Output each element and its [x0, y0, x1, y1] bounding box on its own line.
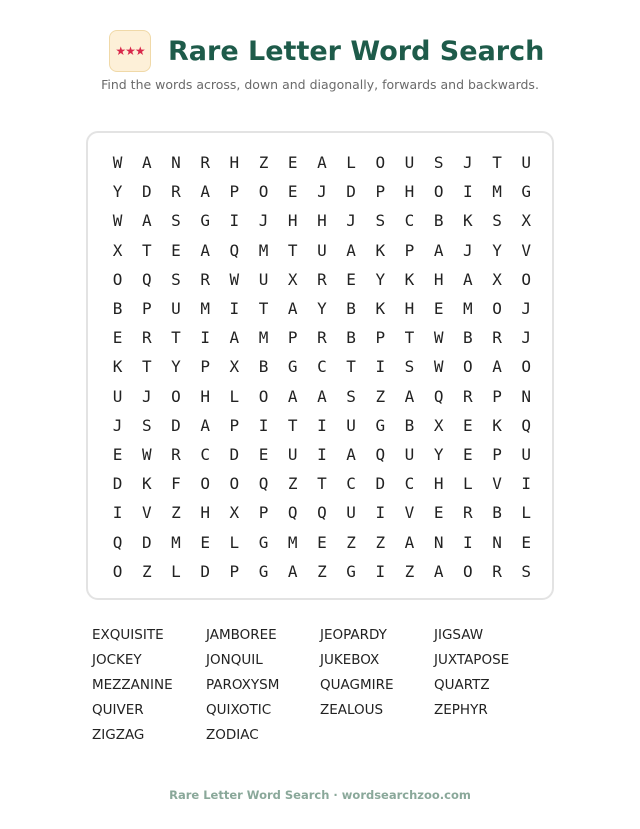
grid-cell[interactable]: A: [492, 357, 502, 377]
grid-cell[interactable]: B: [433, 211, 444, 231]
grid-cell[interactable]: J: [258, 211, 269, 231]
grid-cell[interactable]: R: [492, 328, 502, 348]
grid-cell[interactable]: J: [463, 153, 473, 173]
grid-cell[interactable]: X: [287, 269, 298, 289]
grid-cell[interactable]: I: [200, 328, 210, 348]
grid-cell[interactable]: T: [317, 474, 327, 494]
grid-cell[interactable]: P: [287, 328, 298, 348]
grid-cell[interactable]: P: [200, 357, 210, 377]
grid-cell[interactable]: B: [492, 503, 502, 523]
grid-cell[interactable]: B: [346, 299, 356, 319]
grid-cell[interactable]: T: [287, 240, 298, 260]
grid-cell[interactable]: D: [375, 474, 386, 494]
grid-cell[interactable]: G: [521, 182, 532, 202]
grid-cell[interactable]: W: [433, 328, 444, 348]
grid-cell[interactable]: P: [375, 328, 386, 348]
grid-cell[interactable]: Z: [171, 503, 181, 523]
grid-cell[interactable]: O: [112, 561, 123, 581]
grid-cell[interactable]: V: [492, 474, 502, 494]
grid-cell[interactable]: O: [258, 386, 269, 406]
grid-cell[interactable]: W: [141, 444, 152, 464]
grid-cell[interactable]: Y: [171, 357, 181, 377]
grid-cell[interactable]: U: [346, 415, 356, 435]
grid-cell[interactable]: E: [112, 444, 123, 464]
grid-cell[interactable]: E: [346, 269, 356, 289]
grid-cell[interactable]: T: [404, 328, 415, 348]
grid-cell[interactable]: S: [375, 211, 386, 231]
word-list-item: JEOPARDY: [320, 627, 387, 643]
grid-cell[interactable]: R: [317, 328, 327, 348]
grid-cell[interactable]: F: [171, 474, 181, 494]
grid-cell[interactable]: X: [229, 503, 240, 523]
grid-cell[interactable]: Y: [433, 444, 444, 464]
page-title: Rare Letter Word Search: [168, 36, 545, 67]
grid-cell[interactable]: J: [346, 211, 356, 231]
grid-cell[interactable]: U: [287, 444, 298, 464]
grid-cell[interactable]: E: [112, 328, 123, 348]
grid-cell[interactable]: V: [404, 503, 415, 523]
grid-cell[interactable]: Z: [258, 153, 269, 173]
grid-cell[interactable]: R: [492, 561, 502, 581]
grid-cell[interactable]: Y: [112, 182, 123, 202]
grid-cell[interactable]: A: [404, 386, 415, 406]
grid-cell[interactable]: P: [141, 299, 152, 319]
grid-cell[interactable]: B: [258, 357, 269, 377]
grid-cell[interactable]: S: [346, 386, 356, 406]
grid-cell[interactable]: P: [375, 182, 386, 202]
grid-cell[interactable]: I: [463, 182, 473, 202]
grid-cell[interactable]: S: [141, 415, 152, 435]
grid-cell[interactable]: J: [463, 240, 473, 260]
grid-cell[interactable]: A: [346, 240, 356, 260]
grid-cell[interactable]: H: [404, 299, 415, 319]
grid-cell[interactable]: G: [375, 415, 386, 435]
grid-cell[interactable]: Z: [287, 474, 298, 494]
word-list-item: ZEALOUS: [320, 702, 384, 718]
grid-cell[interactable]: O: [492, 299, 502, 319]
grid-cell[interactable]: T: [141, 240, 152, 260]
grid-cell[interactable]: X: [229, 357, 240, 377]
grid-cell[interactable]: E: [463, 415, 473, 435]
grid-cell[interactable]: I: [521, 474, 532, 494]
grid-cell[interactable]: I: [317, 415, 327, 435]
grid-cell[interactable]: O: [463, 561, 473, 581]
grid-cell[interactable]: R: [171, 182, 181, 202]
grid-cell[interactable]: Y: [492, 240, 502, 260]
word-list-item: QUIXOTIC: [206, 702, 272, 718]
grid-cell[interactable]: A: [229, 328, 240, 348]
grid-cell[interactable]: D: [171, 415, 181, 435]
grid-cell[interactable]: R: [141, 328, 152, 348]
grid-cell[interactable]: I: [375, 561, 386, 581]
grid-cell[interactable]: I: [112, 503, 123, 523]
grid-cell[interactable]: G: [258, 532, 269, 552]
grid-cell[interactable]: D: [141, 532, 152, 552]
instructions-text: Find the words across, down and diagonally, forwards and backwards.: [101, 77, 539, 92]
grid-cell[interactable]: C: [404, 211, 415, 231]
grid-cell[interactable]: D: [112, 474, 123, 494]
grid-cell[interactable]: P: [492, 444, 502, 464]
grid-cell[interactable]: Q: [375, 444, 386, 464]
grid-cell[interactable]: A: [317, 153, 327, 173]
grid-cell[interactable]: O: [521, 269, 532, 289]
grid-cell[interactable]: L: [229, 386, 240, 406]
word-list-item: JIGSAW: [434, 627, 484, 643]
grid-cell[interactable]: A: [200, 182, 210, 202]
grid-cell[interactable]: J: [521, 328, 532, 348]
grid-cell[interactable]: A: [404, 532, 415, 552]
grid-cell[interactable]: Z: [317, 561, 327, 581]
grid-cell[interactable]: A: [433, 561, 444, 581]
grid-cell[interactable]: P: [404, 240, 415, 260]
grid-cell[interactable]: A: [141, 211, 152, 231]
grid-cell[interactable]: T: [346, 357, 356, 377]
grid-cell[interactable]: P: [492, 386, 502, 406]
grid-cell[interactable]: H: [433, 474, 444, 494]
grid-cell[interactable]: R: [171, 444, 181, 464]
grid-cell[interactable]: X: [112, 240, 123, 260]
grid-cell[interactable]: B: [112, 299, 123, 319]
grid-cell[interactable]: H: [200, 503, 210, 523]
grid-cell[interactable]: J: [141, 386, 152, 406]
grid-cell[interactable]: R: [317, 269, 327, 289]
word-list-item: MEZZANINE: [92, 677, 173, 693]
grid-cell[interactable]: Z: [346, 532, 356, 552]
grid-cell[interactable]: J: [317, 182, 327, 202]
grid-cell[interactable]: P: [258, 503, 269, 523]
grid-cell[interactable]: O: [463, 357, 473, 377]
grid-cell[interactable]: I: [375, 357, 386, 377]
word-list: [92, 626, 552, 744]
grid-cell[interactable]: Q: [229, 240, 240, 260]
grid-cell[interactable]: E: [521, 532, 532, 552]
grid-cell[interactable]: C: [200, 444, 210, 464]
grid-cell[interactable]: O: [375, 153, 386, 173]
grid-cell[interactable]: I: [375, 503, 386, 523]
grid-cell[interactable]: V: [141, 503, 152, 523]
grid-cell[interactable]: Q: [287, 503, 298, 523]
grid-cell[interactable]: E: [317, 532, 327, 552]
grid-cell[interactable]: Y: [317, 299, 327, 319]
word-list-item: ZODIAC: [206, 727, 259, 743]
grid-cell[interactable]: O: [171, 386, 181, 406]
grid-cell[interactable]: B: [463, 328, 473, 348]
grid-cell[interactable]: O: [258, 182, 269, 202]
grid-cell[interactable]: W: [229, 269, 240, 289]
grid-cell[interactable]: T: [141, 357, 152, 377]
grid-cell[interactable]: Q: [112, 532, 123, 552]
word-list-item: ZIGZAG: [92, 727, 145, 743]
grid-cell[interactable]: K: [463, 211, 473, 231]
grid-cell[interactable]: O: [200, 474, 210, 494]
grid-cell[interactable]: W: [112, 211, 123, 231]
grid-cell[interactable]: Q: [521, 415, 532, 435]
grid-cell[interactable]: X: [492, 269, 502, 289]
grid-cell[interactable]: E: [287, 153, 298, 173]
grid-cell[interactable]: M: [200, 299, 210, 319]
grid-cell[interactable]: Q: [433, 386, 444, 406]
grid-cell[interactable]: U: [521, 444, 532, 464]
grid-cell[interactable]: S: [492, 211, 502, 231]
grid-cell[interactable]: H: [229, 153, 240, 173]
word-list-item: QUAGMIRE: [320, 677, 394, 693]
grid-cell[interactable]: A: [287, 386, 298, 406]
grid-cell[interactable]: A: [287, 561, 298, 581]
grid-cell[interactable]: A: [317, 386, 327, 406]
word-list-item: QUIVER: [92, 702, 144, 718]
grid-cell[interactable]: B: [346, 328, 356, 348]
grid-cell[interactable]: H: [404, 182, 415, 202]
grid-cell[interactable]: V: [521, 240, 532, 260]
grid-cell[interactable]: U: [404, 444, 415, 464]
grid-cell[interactable]: E: [287, 182, 298, 202]
grid-cell[interactable]: O: [112, 269, 123, 289]
grid-cell[interactable]: O: [521, 357, 532, 377]
grid-cell[interactable]: Z: [375, 386, 386, 406]
grid-cell[interactable]: Q: [141, 269, 152, 289]
grid-cell[interactable]: I: [463, 532, 473, 552]
grid-cell[interactable]: S: [404, 357, 415, 377]
grid-cell[interactable]: M: [258, 240, 269, 260]
grid-cell[interactable]: E: [433, 299, 444, 319]
grid-cell[interactable]: X: [433, 415, 444, 435]
grid-cell[interactable]: G: [258, 561, 269, 581]
word-list-item: PAROXYSM: [206, 677, 280, 693]
grid-cell[interactable]: T: [258, 299, 269, 319]
grid-cell[interactable]: Z: [141, 561, 152, 581]
grid-cell[interactable]: U: [258, 269, 269, 289]
grid-cell[interactable]: B: [404, 415, 415, 435]
grid-cell[interactable]: H: [200, 386, 210, 406]
grid-cell[interactable]: J: [521, 299, 532, 319]
grid-cell[interactable]: K: [375, 240, 386, 260]
grid-cell[interactable]: N: [433, 532, 444, 552]
grid-cell[interactable]: C: [317, 357, 327, 377]
footer-credit: Rare Letter Word Search · wordsearchzoo.com: [169, 788, 471, 802]
word-list-item: JOCKEY: [92, 652, 142, 668]
grid-cell[interactable]: A: [200, 415, 210, 435]
grid-cell[interactable]: M: [287, 532, 298, 552]
grid-cell[interactable]: E: [200, 532, 210, 552]
grid-cell[interactable]: L: [521, 503, 532, 523]
puzzle-grid-container: [86, 131, 554, 600]
grid-cell[interactable]: Z: [404, 561, 415, 581]
grid-cell[interactable]: W: [112, 153, 123, 173]
grid-cell[interactable]: A: [433, 240, 444, 260]
grid-cell[interactable]: N: [171, 153, 181, 173]
word-list-item: JAMBOREE: [206, 627, 277, 643]
grid-cell[interactable]: D: [141, 182, 152, 202]
word-list-item: JUKEBOX: [320, 652, 380, 668]
grid-cell[interactable]: S: [521, 561, 532, 581]
grid-cell[interactable]: U: [317, 240, 327, 260]
grid-cell[interactable]: Q: [258, 474, 269, 494]
grid-cell[interactable]: G: [287, 357, 298, 377]
grid-cell[interactable]: M: [258, 328, 269, 348]
grid-cell[interactable]: E: [171, 240, 181, 260]
grid-cell[interactable]: L: [229, 532, 240, 552]
grid-cell[interactable]: K: [141, 474, 152, 494]
grid-cell[interactable]: E: [463, 444, 473, 464]
grid-cell[interactable]: X: [521, 211, 532, 231]
grid-cell[interactable]: T: [287, 415, 298, 435]
grid-cell[interactable]: O: [229, 474, 240, 494]
grid-cell[interactable]: I: [317, 444, 327, 464]
grid-cell[interactable]: A: [346, 444, 356, 464]
word-list-item: EXQUISITE: [92, 627, 164, 643]
grid-cell[interactable]: H: [287, 211, 298, 231]
grid-cell[interactable]: M: [463, 299, 473, 319]
grid-cell[interactable]: P: [229, 415, 240, 435]
grid-cell[interactable]: A: [141, 153, 152, 173]
grid-cell[interactable]: A: [287, 299, 298, 319]
grid-cell[interactable]: K: [112, 357, 123, 377]
grid-cell[interactable]: S: [171, 211, 181, 231]
grid-cell[interactable]: N: [521, 386, 532, 406]
grid-cell[interactable]: U: [404, 153, 415, 173]
grid-cell[interactable]: R: [463, 503, 473, 523]
grid-cell[interactable]: K: [492, 415, 502, 435]
grid-cell[interactable]: A: [463, 269, 473, 289]
grid-cell[interactable]: C: [346, 474, 356, 494]
grid-cell[interactable]: Y: [375, 269, 386, 289]
word-list-item: JONQUIL: [206, 652, 263, 668]
grid-cell[interactable]: H: [433, 269, 444, 289]
grid-cell[interactable]: L: [463, 474, 473, 494]
grid-cell[interactable]: P: [229, 182, 240, 202]
word-list-item: QUARTZ: [434, 677, 490, 693]
word-list-item: JUXTAPOSE: [434, 652, 510, 668]
grid-cell[interactable]: D: [229, 444, 240, 464]
grid-cell[interactable]: A: [200, 240, 210, 260]
grid-cell[interactable]: L: [346, 153, 356, 173]
grid-cell[interactable]: U: [521, 153, 532, 173]
grid-cell[interactable]: S: [433, 153, 444, 173]
grid-cell[interactable]: N: [492, 532, 502, 552]
grid-cell[interactable]: K: [404, 269, 415, 289]
letter-grid[interactable]: [103, 148, 541, 586]
grid-cell[interactable]: M: [171, 532, 181, 552]
grid-cell[interactable]: R: [200, 153, 210, 173]
word-list-item: ZEPHYR: [434, 702, 488, 718]
grid-cell[interactable]: U: [112, 386, 123, 406]
grid-cell[interactable]: W: [433, 357, 444, 377]
grid-cell[interactable]: Z: [375, 532, 386, 552]
grid-cell[interactable]: I: [229, 299, 240, 319]
stars-logo-icon: ★★★: [109, 30, 151, 72]
grid-cell[interactable]: E: [433, 503, 444, 523]
grid-cell[interactable]: U: [346, 503, 356, 523]
grid-cell[interactable]: O: [433, 182, 444, 202]
grid-cell[interactable]: E: [258, 444, 269, 464]
grid-cell[interactable]: L: [171, 561, 181, 581]
grid-cell[interactable]: Q: [317, 503, 327, 523]
grid-cell[interactable]: K: [375, 299, 386, 319]
grid-cell[interactable]: I: [229, 211, 240, 231]
grid-cell[interactable]: M: [492, 182, 502, 202]
grid-cell[interactable]: J: [112, 415, 123, 435]
grid-cell[interactable]: C: [404, 474, 415, 494]
grid-cell[interactable]: T: [171, 328, 181, 348]
grid-cell[interactable]: T: [492, 153, 502, 173]
grid-cell[interactable]: G: [200, 211, 210, 231]
grid-cell[interactable]: U: [171, 299, 181, 319]
grid-cell[interactable]: R: [200, 269, 210, 289]
grid-cell[interactable]: H: [317, 211, 327, 231]
grid-cell[interactable]: G: [346, 561, 356, 581]
grid-cell[interactable]: D: [346, 182, 356, 202]
grid-cell[interactable]: D: [200, 561, 210, 581]
grid-cell[interactable]: P: [229, 561, 240, 581]
grid-cell[interactable]: I: [258, 415, 269, 435]
grid-cell[interactable]: S: [171, 269, 181, 289]
grid-cell[interactable]: R: [463, 386, 473, 406]
